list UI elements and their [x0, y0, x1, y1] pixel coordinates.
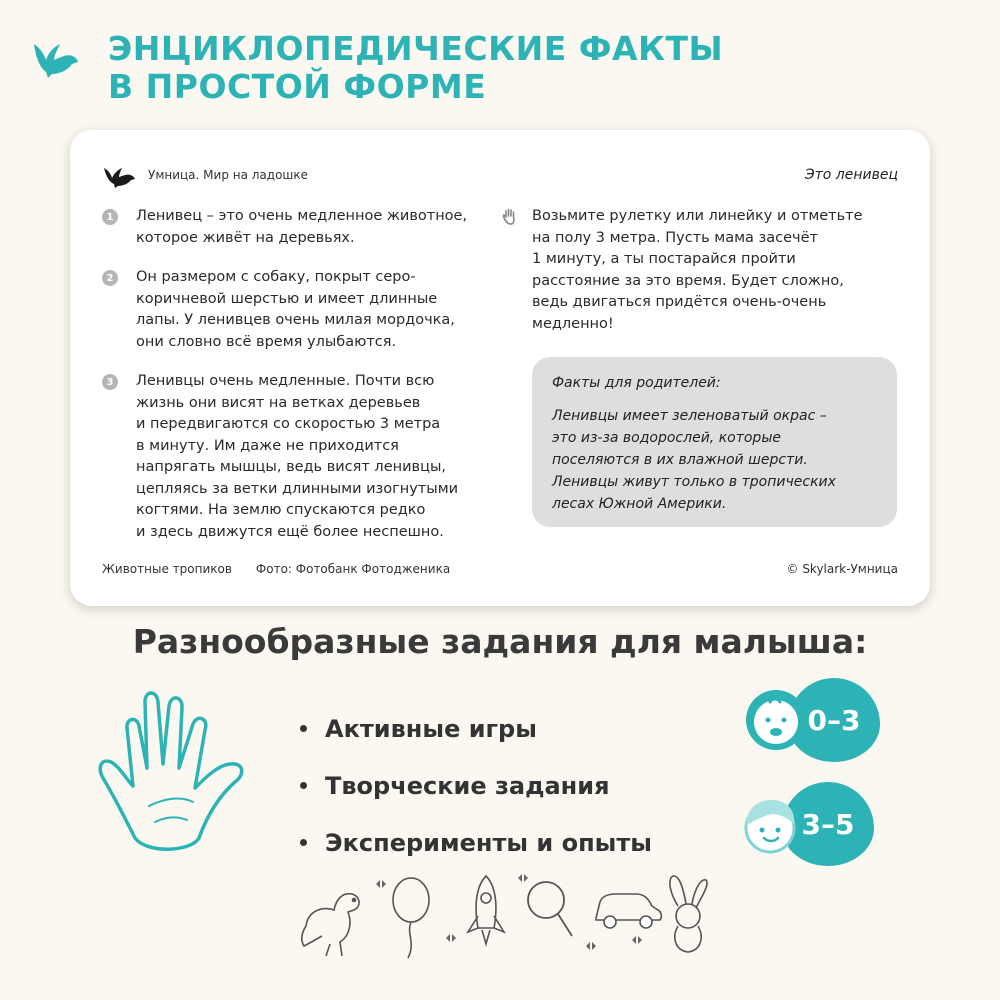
- bird-icon: [30, 34, 82, 78]
- age-badge-0-3: [744, 678, 880, 762]
- footer-photo-credit: Фото: Фотобанк Фотодженика: [255, 562, 451, 576]
- fact-text: Ленивец – это очень медленное животное, которое живёт на деревьях.: [136, 208, 468, 246]
- parents-text: Ленивцы имеет зеленоватый окрас – это из-за водорослей, которые поселяются в их влажной шерсти. Ленивцы живут только в тропических лесах Южной Америки.: [552, 408, 836, 512]
- list-item: [300, 700, 652, 757]
- activity-column: [502, 206, 902, 527]
- list-item: [300, 757, 652, 814]
- list-item: [300, 814, 652, 871]
- footer-copyright: © Skylark-Умница: [786, 562, 898, 576]
- sample-page-card: [70, 130, 930, 606]
- parents-heading: Факты для родителей:: [552, 375, 721, 391]
- parents-facts-box: [532, 357, 897, 527]
- fact-text: Ленивцы очень медленные. Почти всю жизнь они висят на ветках деревьев и передвигаются со скоростью 3 метра в минуту. Им даже не приходится напрягать мышцы, ведь висят ленивцы, цепляясь за ветки длинными изогнутыми когтями. На землю спускаются редко и здесь движутся ещё более неспешно.: [136, 373, 459, 540]
- list-item-label: Активные игры: [325, 714, 537, 743]
- child-face-icon: [738, 792, 802, 856]
- page-header: [30, 30, 723, 106]
- fact-number: 3: [102, 374, 118, 390]
- bullet-icon: [300, 782, 307, 789]
- brand-label: Умница. Мир на ладошке: [148, 168, 309, 182]
- dinosaur-icon: [302, 894, 359, 956]
- fact-item: [102, 371, 492, 543]
- balloon-icon: [393, 878, 429, 958]
- activity-text: Возьмите рулетку или линейку и отметьте на полу 3 метра. Пусть мама засечёт 1 минуту, а ты постарайся пройти расстояние за это время. Будет сложно, ведь двигаться придётся очень-очень медленно!: [532, 208, 863, 332]
- fact-item: [102, 206, 492, 249]
- bullet-icon: [300, 839, 307, 846]
- bullet-icon: [300, 725, 307, 732]
- hand-icon: [502, 208, 518, 226]
- rocket-icon: [468, 876, 504, 944]
- card-header: [102, 162, 898, 188]
- fact-number: 2: [102, 270, 118, 286]
- fact-number: 1: [102, 209, 118, 225]
- doodle-illustrations: [296, 866, 716, 966]
- age-range-label: 3–5: [782, 782, 874, 866]
- list-item-label: Эксперименты и опыты: [325, 828, 652, 857]
- page-title: [108, 30, 723, 106]
- card-title: Это ленивец: [804, 167, 898, 183]
- car-icon: [596, 894, 661, 928]
- title-line-2: В ПРОСТОЙ ФОРМЕ: [108, 67, 487, 106]
- magnifier-icon: [528, 882, 572, 936]
- facts-list: [102, 206, 492, 561]
- bird-icon: [102, 162, 138, 188]
- fact-text: Он размером с собаку, покрыт серо- коричневой шерстью и имеет длинные лапы. У ленивцев очень милая мордочка, они словно всё время улыбаются.: [136, 269, 455, 350]
- baby-face-icon: [744, 688, 808, 752]
- age-range-label: 0–3: [788, 678, 880, 762]
- card-footer: [102, 562, 898, 576]
- task-types-list: [300, 700, 652, 871]
- age-badge-3-5: [738, 782, 874, 866]
- butterfly-icon: [376, 874, 642, 950]
- footer-section: Животные тропиков: [102, 562, 232, 576]
- activity-task: [502, 206, 902, 335]
- bunny-icon: [670, 876, 707, 952]
- fact-item: [102, 267, 492, 353]
- hand-icon: [95, 688, 255, 858]
- section-subtitle: Разнообразные задания для малыша:: [132, 622, 868, 661]
- list-item-label: Творческие задания: [325, 771, 610, 800]
- title-line-1: ЭНЦИКЛОПЕДИЧЕСКИЕ ФАКТЫ: [108, 29, 724, 68]
